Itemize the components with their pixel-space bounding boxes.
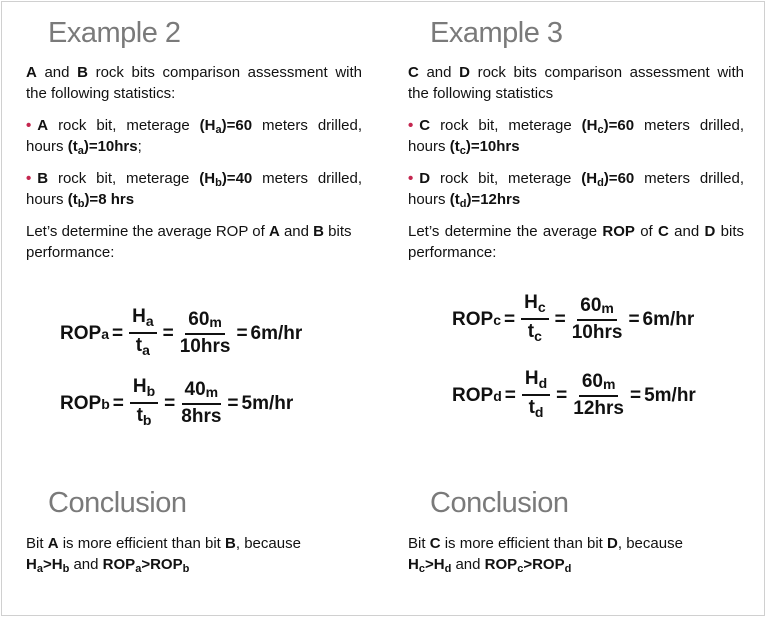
example-2-heading: Example 2 — [48, 17, 181, 49]
formula-rop-a: ROP a = $\frac{H_a}{t_a}$ = $\frac{60m}{\text{10hrs}}$ = 6m/hr — [60, 306, 303, 358]
example-2-bullet-b: • B rock bit, meterage $(H_b)=40$ meters drilled, hours $(t_b)=8$ hrs — [26, 170, 362, 210]
conclusion-heading-left: Conclusion — [48, 487, 187, 519]
example-3-heading: Example 3 — [430, 17, 563, 49]
bullet-icon: • — [26, 117, 32, 134]
example-3-intro: C and D rock bits comparison assessment with the following statistics — [408, 64, 744, 102]
example-2-intro: A and B rock bits comparison assessment with the following statistics: — [26, 64, 362, 102]
conclusion-heading-right: Conclusion — [430, 487, 569, 519]
bullet-icon: • — [408, 170, 414, 187]
bullet-icon: • — [26, 170, 32, 187]
example-2-determine: Let’s determine the average ROP of A and B bits performance: — [26, 223, 352, 261]
formula-rop-d: ROP d = $\frac{H_d}{t_d}$ = $\frac{60m}{\text{12hrs}}$ = 5m/hr — [452, 368, 696, 420]
formula-rop-c: ROP c = $\frac{H_c}{t_c}$ = $\frac{60m}{\text{10hrs}}$ = 6m/hr — [452, 292, 695, 344]
example-3-bullet-d: • D rock bit, meterage $(H_d)=60$ meters drilled, hours $(t_d)=12hrs$ — [408, 170, 744, 210]
conclusion-text-left: Bit A is more efficient than bit B, because $H_a>H_b$ and $ROP_a>ROP_b$ — [26, 535, 301, 575]
bullet-icon: • — [408, 117, 414, 134]
example-3-determine: Let’s determine the average ROP of C and D bits performance: — [408, 223, 745, 261]
formula-rop-b: ROP b = $\frac{H_b}{t_b}$ = $\frac{40m}{\text{8hrs}}$ = 5m/hr — [60, 376, 294, 428]
example-3-bullet-c: • C rock bit, meterage $(H_c)=60$ meters drilled, hours $(t_c)=10hrs$ — [408, 117, 744, 157]
example-2-bullet-a: • A rock bit, meterage $(H_a)=60$ meters drilled, hours $(t_a)=10hrs$; — [26, 117, 362, 157]
conclusion-text-right: Bit C is more efficient than bit D, because $H_c>H_d$ and $ROP_c>ROP_d$ — [408, 535, 683, 575]
